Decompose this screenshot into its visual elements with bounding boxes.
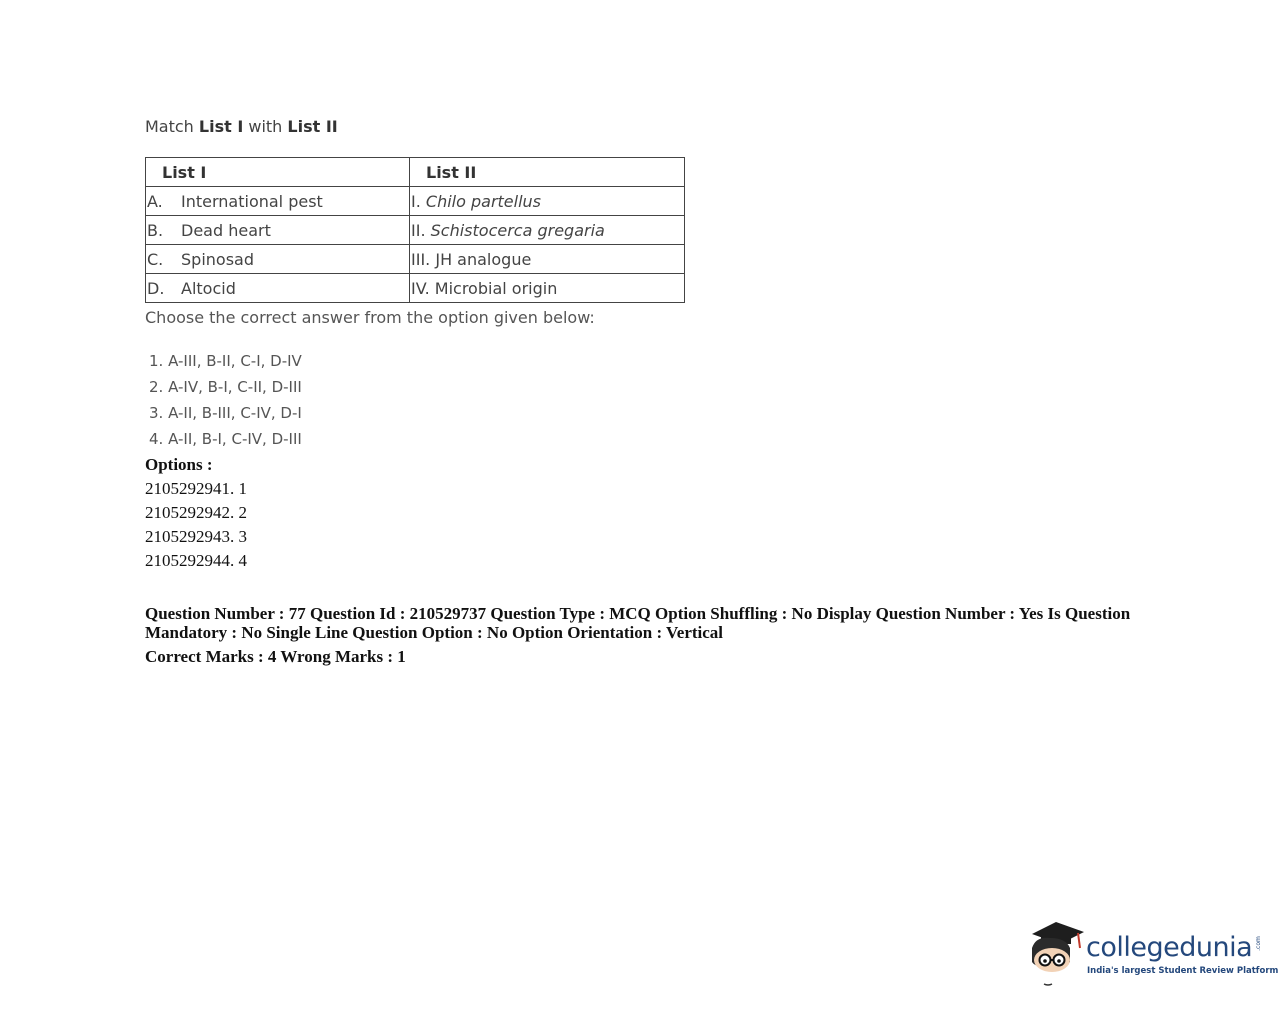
- prompt-list1: List I: [198, 117, 244, 136]
- options-title: Options :: [145, 455, 213, 474]
- answer-choice: 4. A-II, B-I, C-IV, D-III: [149, 430, 302, 448]
- header-list2: List II: [410, 158, 685, 187]
- row-match: JH analogue: [435, 249, 532, 269]
- list2-cell: [410, 216, 685, 245]
- table-row: [146, 245, 685, 274]
- table-row: [146, 274, 685, 303]
- answer-choice: 1. A-III, B-II, C-I, D-IV: [149, 352, 302, 370]
- row-roman: III.: [411, 249, 431, 269]
- brand-suffix: .com: [1254, 936, 1262, 951]
- answer-choice: 2. A-IV, B-I, C-II, D-III: [149, 378, 302, 396]
- option-item: 2105292944. 4: [145, 551, 247, 570]
- prompt-list2: List II: [287, 117, 338, 136]
- row-letter: A.: [147, 191, 163, 211]
- row-item: Altocid: [181, 278, 236, 298]
- table-row: [146, 216, 685, 245]
- mascot-icon: [1026, 918, 1088, 990]
- row-match: Chilo partellus: [425, 191, 542, 211]
- prompt-text: Match: [145, 117, 199, 136]
- row-roman: I.: [411, 191, 421, 211]
- option-item: 2105292942. 2: [145, 503, 247, 522]
- option-item: 2105292941. 1: [145, 479, 247, 498]
- option-item: 2105292943. 3: [145, 527, 247, 546]
- answer-choice: 3. A-II, B-III, C-IV, D-I: [149, 404, 302, 422]
- list1-cell: [146, 245, 410, 274]
- row-roman: II.: [411, 220, 426, 240]
- row-roman: IV.: [411, 278, 430, 298]
- table-row: [146, 187, 685, 216]
- row-item: Dead heart: [181, 220, 271, 240]
- marks-info: Correct Marks : 4 Wrong Marks : 1: [145, 647, 406, 666]
- prompt-text-mid: with: [243, 117, 288, 136]
- question-prompt: [145, 117, 338, 136]
- list1-cell: [146, 274, 410, 303]
- row-match: Schistocerca gregaria: [430, 220, 605, 240]
- list2-cell: [410, 245, 685, 274]
- row-item: International pest: [181, 191, 323, 211]
- instruction-text: Choose the correct answer from the option given below:: [145, 308, 595, 327]
- row-letter: D.: [147, 278, 165, 298]
- brand-tagline: India's largest Student Review Platform: [1087, 966, 1279, 976]
- table-header-row: [146, 158, 685, 187]
- list1-cell: [146, 187, 410, 216]
- row-item: Spinosad: [181, 249, 254, 269]
- header-list1: List I: [146, 158, 410, 187]
- match-table: [145, 157, 685, 303]
- brand-name: collegedunia: [1086, 932, 1253, 963]
- list2-cell: [410, 187, 685, 216]
- list2-cell: [410, 274, 685, 303]
- options-list: [145, 479, 247, 575]
- row-letter: B.: [147, 220, 164, 240]
- question-metadata: Question Number : 77 Question Id : 210529737 Question Type : MCQ Option Shuffling : No Display Question Number : Yes Is Question Mandatory : No Single Line Question Option : No Option Orientation : Vertical: [145, 604, 1131, 642]
- collegedunia-logo: [1026, 918, 1279, 990]
- list1-cell: [146, 216, 410, 245]
- row-match: Microbial origin: [434, 278, 558, 298]
- answer-choices: [149, 350, 302, 454]
- row-letter: C.: [147, 249, 164, 269]
